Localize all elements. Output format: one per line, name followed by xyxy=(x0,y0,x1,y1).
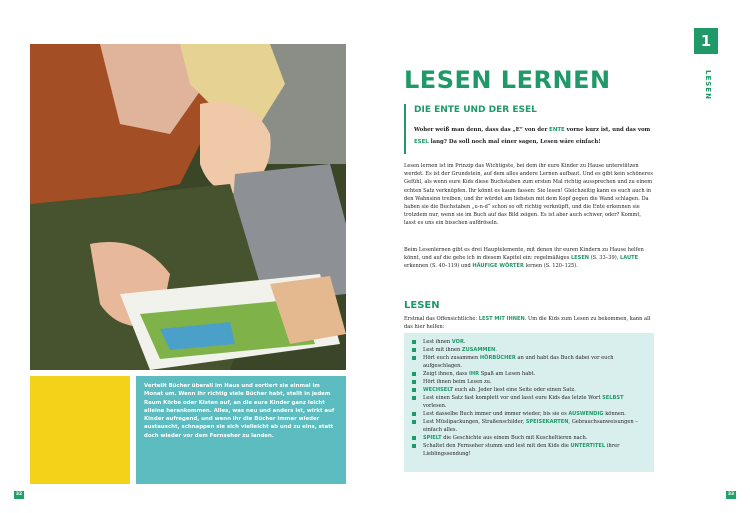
tip-text: ihrer Lieblingssendung! xyxy=(423,443,620,457)
tip-text: Lest Müslipackungen, Straßenschilder, xyxy=(423,419,526,425)
section-intro xyxy=(404,315,654,331)
tip-text: Schaltet den Fernseher stumm und lest mit den Kids die xyxy=(423,443,571,449)
highlight-word: WECHSELT xyxy=(423,387,454,393)
tip-text: Zeigt ihnen, dass xyxy=(423,371,469,377)
highlight-word: VOR xyxy=(451,339,464,345)
paragraph-text-part: Beim Lesenlernen gibt es drei Hauptelemente, mit denen ihr euren Kindern zu Hause helfen könnt, und auf die gehe ich in diesem Kapitel ein: regelmäßiges xyxy=(404,247,644,262)
tip-list-item xyxy=(410,410,648,418)
tip-text: Lest ihnen xyxy=(423,339,452,345)
tip-text: vorlesen. xyxy=(423,403,447,409)
tip-callout-box xyxy=(136,376,346,484)
page-number-left: 32 xyxy=(15,492,23,497)
tip-list-item xyxy=(410,338,648,346)
highlight-word: HÖRBÜCHER xyxy=(479,355,516,361)
chapter-number-badge: 1 xyxy=(694,28,718,54)
intro-text-part: vorne kurz ist, und das vom xyxy=(564,127,651,133)
photo-mother-child-reading xyxy=(30,44,346,370)
intro-text-part: Woher weiß man denn, dass das „E“ von der xyxy=(414,127,550,133)
tip-list-item xyxy=(410,346,648,354)
paragraph-text-part: Erstmal das Offensichtliche: xyxy=(404,316,479,322)
highlight-word: ESEL xyxy=(414,139,429,145)
tip-text: Hört euch zusammen xyxy=(423,355,480,361)
tip-list-item xyxy=(410,378,648,386)
paragraph-text-part: lernen (S. 120–125). xyxy=(523,263,578,270)
paragraph-text-part: (S. 33–39), xyxy=(589,255,620,262)
highlight-word: SPIELT xyxy=(423,435,442,441)
tip-text: . xyxy=(495,347,497,353)
intro-text xyxy=(414,124,654,148)
tip-callout-text: Verteilt Bücher überall im Haus und sortiert sie einmal im Monat um. Wenn ihr richtig viele Bücher habt, stellt in jedem Raum Körbe oder Kisten auf, an die eure Kinder ganz leicht alleine herankommen. Alles, was neu und anders ist, wirkt auf Kinder aufregend, und wenn ihr die Bücher immer wieder austauscht, schnappen sie sich vielleicht ab und zu eins, statt doch wieder vor dem Fernseher zu landen. xyxy=(144,383,335,439)
page-subtitle: DIE ENTE UND DER ESEL xyxy=(414,105,537,115)
tip-list-item xyxy=(410,386,648,394)
body-paragraph-1: Lesen lernen ist im Prinzip das Wichtigste, bei dem ihr eure Kinder zu Hause unterstützen werdet. Es ist der Grundstein, auf dem alles andere Lernen aufbaut. Und es gibt kein schöneres Gefühl, als wenn eure Kids diese Buchstaben zum ersten Mal richtig aussprechen und zu einem echten Satz verknüpfen. Ihr könnt es kaum fassen: Sie lesen! Gleichzeitig kann es euch auch in den Wahnsinn treiben, und ihr würdet am liebsten mit dem Kopf gegen die Wand schlagen. Da haben sie die Buchstaben „u-n-d“ schon so oft richtig verknüpft, und die Ente erkennen sie trotzdem nur, wenn sie im Buch auf das Bild zeigen. Es ist aber auch schwer, oder? Kommt, lasst es uns ein bisschen aufdröseln. xyxy=(404,163,653,227)
highlight-word: SELBST xyxy=(602,395,624,401)
tip-text: die Geschichte aus einem Buch mit Kuscheltieren nach. xyxy=(441,435,588,441)
paragraph-text-part: . Um die Kids zum Lesen zu bekommen, kann all das hier helfen: xyxy=(404,316,651,331)
highlight-word: IHR xyxy=(468,371,480,377)
highlight-word: LEST MIT IHNEN xyxy=(478,316,525,322)
tip-text: können. xyxy=(603,411,626,417)
tip-list-item xyxy=(410,354,648,370)
tip-text: Spaß am Lesen habt. xyxy=(479,371,536,377)
body-paragraph-2 xyxy=(404,246,654,271)
highlight-word: ENTE xyxy=(549,127,565,133)
page-title: LESEN LERNEN xyxy=(404,66,611,94)
page-number-right: 33 xyxy=(727,492,735,497)
tip-text: an und habt das Buch dabei vor euch aufgeschlagen. xyxy=(423,355,614,369)
highlight-word: LAUTE xyxy=(619,255,639,262)
highlight-word: SPEISEKARTEN xyxy=(525,419,569,425)
tip-text: . xyxy=(463,339,466,345)
tips-list xyxy=(410,338,648,458)
highlight-word: LESEN xyxy=(570,255,590,262)
tip-list-item xyxy=(410,434,648,442)
section-heading: LESEN xyxy=(404,300,440,311)
tips-list-box xyxy=(404,333,654,472)
highlight-word: UNTERTITEL xyxy=(570,443,606,449)
tip-text: , Gebrauchsanweisungen – einfach alles. xyxy=(423,419,638,433)
tip-text: euch ab. Jeder liest eine Seite oder einen Satz. xyxy=(453,387,576,393)
reading-photo-illustration xyxy=(30,44,346,370)
paragraph-text-part: erkennen (S. 40–119) und xyxy=(404,263,473,270)
highlight-word: AUSWENDIG xyxy=(568,411,604,417)
tip-list-item xyxy=(410,370,648,378)
tip-list-item xyxy=(410,418,648,434)
intro-box xyxy=(404,104,654,154)
highlight-word: HÄUFIGE WÖRTER xyxy=(472,263,524,270)
tip-text: Lest einen Satz fast komplett vor und lasst eure Kids das letzte Wort xyxy=(423,395,603,401)
tip-text: Hört ihnen beim Lesen zu. xyxy=(423,379,492,385)
highlight-word: ZUSAMMEN xyxy=(461,347,496,353)
chapter-side-tab: LESEN xyxy=(704,70,712,100)
tip-list-item xyxy=(410,442,648,458)
tip-text: Lest mit ihnen xyxy=(423,347,462,353)
intro-text-part: lang? Da soll noch mal einer sagen, Lesen wäre einfach! xyxy=(428,139,601,145)
tip-list-item xyxy=(410,394,648,410)
yellow-accent-block xyxy=(30,376,130,484)
tip-text: Lest dasselbe Buch immer und immer wieder, bis sie es xyxy=(423,411,569,417)
